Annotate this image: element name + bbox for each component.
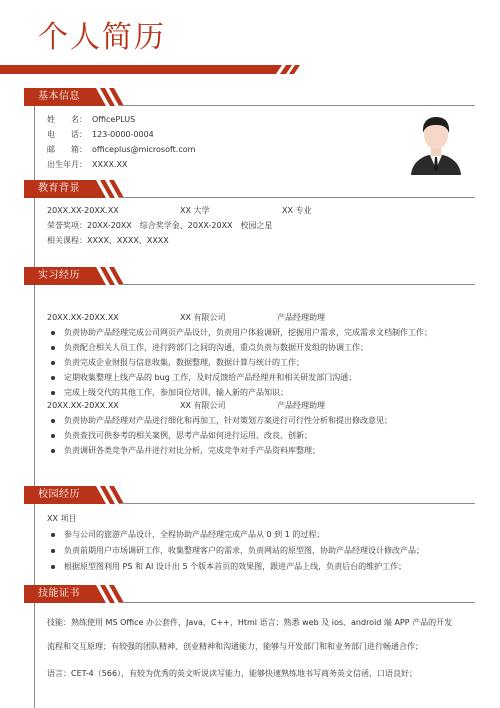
section-title: 校园经历: [38, 489, 80, 500]
section-rule: [119, 503, 475, 504]
section-rule: [119, 284, 475, 285]
education-school: XX 大学: [180, 206, 210, 215]
bullet-icon: [51, 549, 55, 553]
name-label: 姓 名：: [47, 115, 87, 124]
education-period: 20XX.XX-20XX.XX: [47, 206, 119, 215]
email-label: 邮 箱：: [47, 145, 87, 154]
bullet-icon: [51, 331, 55, 335]
section-title: 技能证书: [38, 588, 80, 599]
list-item: 负责协助产品经理完成公司网页产品设计，负责用户体验调研，挖掘用户需求，完成需求文档制作工作；: [64, 328, 432, 337]
job-company: XX 有限公司: [180, 313, 226, 322]
job-role: 产品经理助理: [277, 401, 325, 410]
section-header-skills: [24, 585, 475, 603]
list-item: 负责调研各类竞争产品并进行对比分析，完成竞争对手产品资料库整理；: [64, 446, 320, 455]
skills-line: 语言：CET-4（566），有较为优秀的英文听说读写能力，能够快速熟练地书写商务英文信函，口语良好；: [47, 669, 418, 678]
list-item: 根据原型图利用 PS 和 AI 设计出 5 个版本首页的效果图，跟进产品上线，负责后台的维护工作；: [64, 562, 407, 571]
education-awards: 荣誉奖项：20XX-20XX 综合奖学金、20XX-20XX 校园之星: [47, 221, 273, 230]
job-period: 20XX.XX-20XX.XX: [47, 401, 119, 410]
bullet-icon: [51, 419, 55, 423]
list-item: 负责协助产品经理对产品进行细化和再加工，针对策划方案进行可行性分析和提出修改意见；: [64, 416, 392, 425]
section-title: 实习经历: [38, 270, 80, 281]
section-header-education: [24, 180, 475, 198]
person-portrait-icon: [407, 111, 465, 175]
education-courses: 相关课程：XXXX、XXXX、XXXX: [47, 236, 169, 245]
section-rule: [119, 197, 475, 198]
skills-line: 技能：熟练使用 MS Office 办公套件，Java，C++，Html 语言；熟悉 web 及 ios、android 端 APP 产品的开发: [47, 618, 453, 627]
bullet-icon: [51, 391, 55, 395]
list-item: 负责配合相关人员工作，进行跨部门之间的沟通，重点负责与数据开发组的协调工作；: [64, 343, 368, 352]
skills-line: 流程和交互原理；有较强的团队精神、创业精神和沟通能力，能够与开发部门和和业务部门进行畅通合作；: [47, 642, 423, 651]
bullet-icon: [51, 346, 55, 350]
list-item: 完成上级交代的其他工作，参加岗位培训，输入新的产品知识；: [64, 388, 288, 397]
list-item: 负责完成企业财报与信息收集，数据整理，数据计算与统计的工作；: [64, 358, 304, 367]
section-title: 教育背景: [38, 183, 80, 194]
section-title: 基本信息: [38, 91, 80, 102]
email-value: officeplus@microsoft.com: [92, 145, 196, 154]
section-rule: [119, 105, 475, 106]
page-title: 个人简历: [38, 20, 166, 55]
bullet-icon: [51, 376, 55, 380]
phone-value: 123-0000-0004: [92, 130, 154, 139]
bullet-icon: [51, 434, 55, 438]
job-period: 20XX.XX-20XX.XX: [47, 313, 119, 322]
list-item: 负责前期用户市场调研工作，收集整理客户的需求，负责网站的原型图，协助产品经理设计修改产品；: [64, 546, 424, 555]
list-item: 参与公司的旅游产品设计，全程协助产品经理完成产品从 0 到 1 的过程；: [64, 530, 325, 539]
campus-project: XX 项目: [47, 514, 77, 523]
education-major: XX 专业: [282, 206, 312, 215]
list-item: 定期收集整理上线产品的 bug 工作，及时反馈给产品经理并和相关研发部门沟通；: [64, 373, 357, 382]
bullet-icon: [51, 565, 55, 569]
job-company: XX 有限公司: [180, 401, 226, 410]
bullet-icon: [51, 361, 55, 365]
birth-label: 出生年月：: [47, 160, 87, 169]
birth-value: XXXX.XX: [92, 160, 128, 169]
bullet-icon: [51, 449, 55, 453]
phone-label: 电 话：: [47, 130, 87, 139]
section-rule: [119, 602, 475, 603]
section-header-campus: [24, 486, 475, 504]
section-header-basic: [24, 88, 475, 106]
list-item: 负责查找可供参考的相关案例，思考产品如何进行运用、改良、创新；: [64, 431, 312, 440]
title-accent-bar: [0, 65, 300, 74]
section-header-experience: [24, 267, 475, 285]
bullet-icon: [51, 533, 55, 537]
name-value: OfficePLUS: [92, 115, 136, 124]
job-role: 产品经理助理: [277, 313, 325, 322]
